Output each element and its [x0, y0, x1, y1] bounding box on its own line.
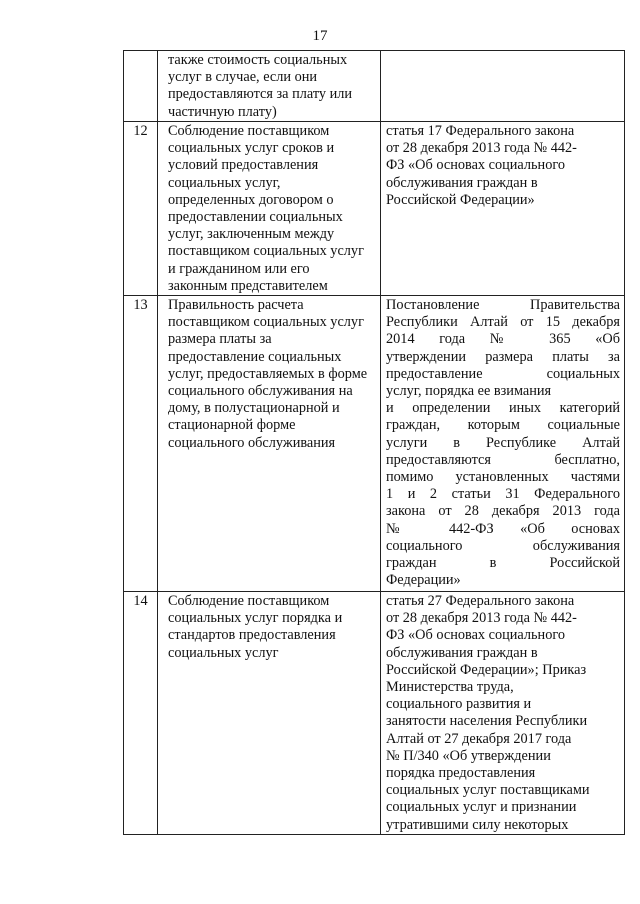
legal-basis-line: № П/340 «Об утверждении	[386, 747, 551, 764]
legal-basis-line: граждан, которым социальные	[386, 417, 620, 434]
legal-basis-line: услуги в Республике Алтай	[386, 434, 620, 451]
criterion-cell	[158, 51, 381, 122]
row-number-text: 12	[133, 123, 148, 139]
criterion-line: предоставляются за плату или	[168, 86, 353, 103]
criterion-line: социальных услуг,	[168, 174, 281, 191]
legal-basis-line: от 28 декабря 2013 года № 442-	[386, 140, 577, 157]
legal-basis-line: Российской Федерации»; Приказ	[386, 661, 587, 678]
legal-basis-line: Алтай от 27 декабря 2017 года	[386, 730, 572, 747]
legal-basis-line: ФЗ «Об основах социального	[386, 157, 566, 174]
criterion-line: Соблюдение поставщиком	[168, 123, 330, 139]
legal-basis-line: утверждении размера платы за	[386, 348, 620, 365]
legal-basis-line: предоставление социальных	[386, 365, 620, 382]
criterion-line: услуг в случае, если они	[168, 69, 318, 86]
criterion-line: условий предоставления	[168, 157, 319, 174]
legal-basis-line: граждан в Российской	[386, 555, 620, 572]
legal-basis-line: порядка предоставления	[386, 765, 536, 782]
criterion-line: частичную плату)	[168, 103, 277, 120]
legal-basis-line: обслуживания граждан в	[386, 174, 538, 191]
row-number-text: 14	[133, 593, 148, 610]
legal-basis-line: ФЗ «Об основах социального	[386, 627, 566, 644]
criterion-line: размера платы за	[168, 331, 272, 348]
legal-basis-line: Постановление Правительства	[386, 297, 620, 314]
criterion-line: и гражданином или его	[168, 260, 310, 277]
document-table	[123, 50, 625, 835]
legal-basis-line: социальных услуг поставщиками	[386, 782, 590, 799]
legal-basis-line: утратившими силу некоторых	[386, 816, 569, 833]
table-row	[124, 51, 625, 122]
criterion-line: стационарной форме	[168, 417, 296, 434]
criterion-line: социальных услуг	[168, 644, 279, 661]
criterion-line: услуг, заключенным между	[168, 226, 335, 243]
legal-basis-cell	[381, 122, 625, 296]
criterion-line: поставщиком социальных услуг	[168, 243, 364, 260]
row-number	[124, 51, 158, 122]
row-number-text	[124, 51, 157, 52]
criterion-line: поставщиком социальных услуг	[168, 314, 364, 331]
legal-basis-line: социального обслуживания	[386, 537, 620, 554]
criterion-cell	[158, 122, 381, 296]
legal-basis-line: 2014 года № 365 «Об	[386, 331, 620, 348]
criterion-line: определенных договором о	[168, 191, 334, 208]
row-number	[124, 122, 158, 296]
legal-basis-cell	[381, 296, 625, 592]
criterion-line: предоставление социальных	[168, 348, 342, 365]
legal-basis-line: и определении иных категорий	[386, 400, 620, 417]
row-number	[124, 296, 158, 592]
legal-basis-line: № 442-ФЗ «Об основах	[386, 520, 620, 537]
criterion-line: также стоимость социальных	[168, 52, 348, 68]
criterion-cell	[158, 296, 381, 592]
table-row	[124, 592, 625, 835]
legal-basis-line: занятости населения Республики	[386, 713, 588, 730]
criterion-line: законным представителем	[168, 277, 328, 294]
criterion-line: услуг, предоставляемых в форме	[168, 365, 368, 382]
legal-basis-cell	[381, 51, 625, 122]
criterion-line: дому, в полустационарной и	[168, 400, 340, 417]
criterion-line: Соблюдение поставщиком	[168, 593, 330, 610]
legal-basis-cell	[381, 592, 625, 835]
legal-basis-line: закона от 28 декабря 2013 года	[386, 503, 620, 520]
legal-basis-line: социальных услуг и признании	[386, 799, 577, 816]
legal-basis-line: услуг, порядка ее взимания	[386, 383, 552, 400]
criterion-line: стандартов предоставления	[168, 627, 336, 644]
legal-basis-line: обслуживания граждан в	[386, 644, 538, 661]
legal-basis-line: 1 и 2 статьи 31 Федерального	[386, 486, 620, 503]
legal-basis-line: предоставляются бесплатно,	[386, 451, 620, 468]
legal-basis-line: статья 17 Федерального закона	[386, 123, 575, 139]
legal-basis-line: Министерства труда,	[386, 679, 514, 696]
criterion-line: социальных услуг сроков и	[168, 140, 335, 157]
legal-basis-line: от 28 декабря 2013 года № 442-	[386, 610, 577, 627]
legal-basis-line: статья 27 Федерального закона	[386, 593, 575, 610]
legal-basis-line: социального развития и	[386, 696, 532, 713]
row-number	[124, 592, 158, 835]
criterion-line: социальных услуг порядка и	[168, 610, 343, 627]
criterion-line: предоставлении социальных	[168, 209, 343, 226]
legal-basis-line: помимо установленных частями	[386, 469, 620, 486]
page-number: 17	[312, 28, 328, 44]
legal-basis-line: Республики Алтай от 15 декабря	[386, 314, 620, 331]
table-row	[124, 122, 625, 296]
criterion-line: Правильность расчета	[168, 297, 304, 314]
legal-basis-line: Российской Федерации»	[386, 191, 535, 208]
criterion-line: социального обслуживания	[168, 434, 336, 451]
criterion-cell	[158, 592, 381, 835]
table-row	[124, 296, 625, 592]
criterion-line: социального обслуживания на	[168, 383, 353, 400]
legal-basis-line: Федерации»	[386, 572, 461, 589]
row-number-text: 13	[133, 297, 148, 314]
